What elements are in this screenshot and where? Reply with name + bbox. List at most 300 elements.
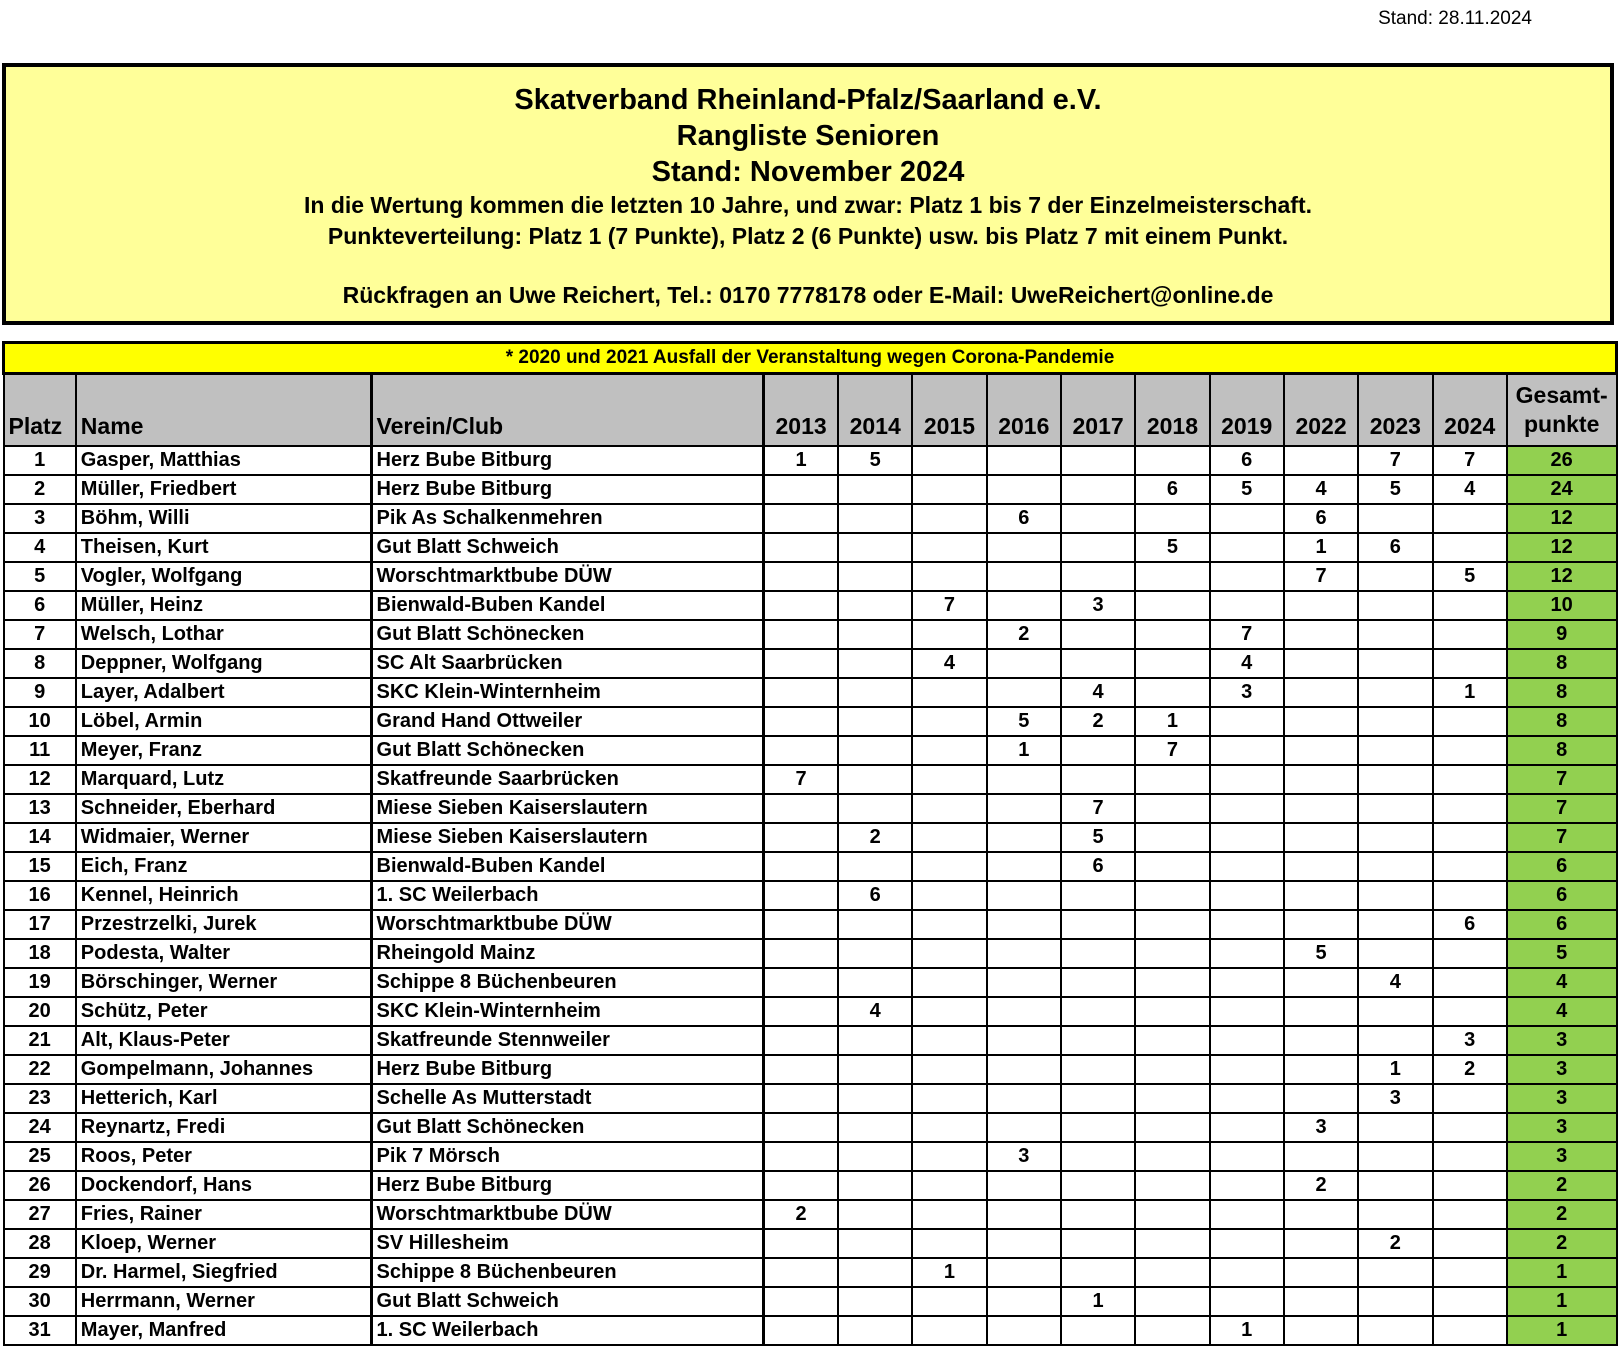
col-header-year: 2015 [912,374,986,447]
cell-points [1284,997,1358,1026]
cell-points [1135,446,1209,475]
cell-points [1210,1258,1284,1287]
cell-points [764,533,838,562]
cell-points [1061,562,1135,591]
cell-points [838,794,912,823]
cell-points [912,852,986,881]
cell-points: 5 [987,707,1061,736]
cell-points: 7 [1061,794,1135,823]
cell-points: 3 [987,1142,1061,1171]
cell-points [1358,649,1432,678]
cell-points [912,765,986,794]
cell-points [764,504,838,533]
cell-name: Meyer, Franz [76,736,371,765]
cell-points [838,1316,912,1345]
cell-points [1135,794,1209,823]
cell-points [1061,475,1135,504]
table-row [4,1171,1617,1200]
cell-total: 6 [1507,910,1617,939]
table-row [4,997,1617,1026]
cell-points [987,1113,1061,1142]
cell-points: 2 [1284,1171,1358,1200]
cell-total: 12 [1507,504,1617,533]
cell-points: 6 [1061,852,1135,881]
cell-points [1210,533,1284,562]
cell-points: 1 [1433,678,1507,707]
cell-points [1433,1258,1507,1287]
cell-points [1358,1258,1432,1287]
cell-name: Eich, Franz [76,852,371,881]
cell-points [838,707,912,736]
cell-name: Böhm, Willi [76,504,371,533]
cell-platz: 13 [4,794,76,823]
cell-total: 3 [1507,1142,1617,1171]
cell-points [1284,1316,1358,1345]
cell-points: 4 [1284,475,1358,504]
cell-points [912,678,986,707]
cell-points [1433,707,1507,736]
cell-points: 1 [912,1258,986,1287]
cell-points [1433,852,1507,881]
cell-points [1284,1287,1358,1316]
cell-platz: 17 [4,910,76,939]
cell-name: Gompelmann, Johannes [76,1055,371,1084]
cell-points [1210,1229,1284,1258]
cell-points [987,562,1061,591]
cell-club: Pik 7 Mörsch [371,1142,764,1171]
cell-points [987,1026,1061,1055]
cell-name: Przestrzelki, Jurek [76,910,371,939]
table-row [4,1229,1617,1258]
table-row [4,939,1617,968]
cell-points [1433,765,1507,794]
cell-points [838,504,912,533]
cell-total: 1 [1507,1287,1617,1316]
cell-points: 2 [1358,1229,1432,1258]
cell-points [764,1229,838,1258]
cell-points [764,997,838,1026]
cell-name: Dr. Harmel, Siegfried [76,1258,371,1287]
cell-club: SKC Klein-Winternheim [371,678,764,707]
cell-points [1135,1113,1209,1142]
table-row [4,736,1617,765]
cell-club: Worschtmarktbube DÜW [371,1200,764,1229]
cell-name: Kennel, Heinrich [76,881,371,910]
cell-points [1284,765,1358,794]
cell-points [764,707,838,736]
cell-points [912,736,986,765]
cell-points [1284,649,1358,678]
cell-points [1135,1026,1209,1055]
cell-points [838,678,912,707]
cell-points [1210,765,1284,794]
cell-points [1284,678,1358,707]
table-row [4,881,1617,910]
cell-points [1061,1258,1135,1287]
col-header-club: Verein/Club [371,374,764,447]
cell-points [1210,939,1284,968]
cell-name: Gasper, Matthias [76,446,371,475]
cell-points [764,910,838,939]
table-row [4,823,1617,852]
rule-text-1: In die Wertung kommen die letzten 10 Jahre, und zwar: Platz 1 bis 7 der Einzelmeisterschaft. [303,192,1312,218]
cell-points [838,910,912,939]
cell-points: 3 [1433,1026,1507,1055]
cell-points [764,1055,838,1084]
cell-points [1210,736,1284,765]
cell-points [1135,997,1209,1026]
cell-points [1061,997,1135,1026]
cell-points [1135,678,1209,707]
cell-points [912,794,986,823]
cell-points [1433,794,1507,823]
cell-points [1284,1229,1358,1258]
col-header-year: 2018 [1135,374,1209,447]
cell-points: 1 [1284,533,1358,562]
cell-points [912,1113,986,1142]
cell-points [764,1113,838,1142]
cell-total: 8 [1507,649,1617,678]
cell-points [912,475,986,504]
cell-total: 12 [1507,562,1617,591]
rule-text-2: Punkteverteilung: Platz 1 (7 Punkte), Platz 2 (6 Punkte) usw. bis Platz 7 mit einem Punkt. [327,223,1289,249]
cell-points [764,1258,838,1287]
cell-points [1210,968,1284,997]
cell-points [1061,881,1135,910]
cell-points [764,939,838,968]
cell-points [987,475,1061,504]
cell-name: Podesta, Walter [76,939,371,968]
cell-points [1135,1316,1209,1345]
cell-points [912,997,986,1026]
cell-points [1061,1200,1135,1229]
cell-points [1135,562,1209,591]
cell-points [764,1026,838,1055]
cell-name: Alt, Klaus-Peter [76,1026,371,1055]
cell-points [1135,1287,1209,1316]
col-header-year: 2024 [1433,374,1507,447]
cell-points [1210,562,1284,591]
cell-club: 1. SC Weilerbach [371,881,764,910]
cell-points [1433,1084,1507,1113]
cell-points [1284,620,1358,649]
cell-points [838,562,912,591]
cell-points [1433,881,1507,910]
cell-club: SV Hillesheim [371,1229,764,1258]
cell-points [1433,649,1507,678]
ranking-table [2,341,1618,1346]
cell-points [1135,1142,1209,1171]
cell-points [1135,504,1209,533]
cell-total: 7 [1507,765,1617,794]
cell-points [912,1171,986,1200]
col-header-year: 2022 [1284,374,1358,447]
cell-points: 5 [1284,939,1358,968]
cell-points: 5 [1358,475,1432,504]
cell-points [838,939,912,968]
table-row [4,794,1617,823]
cell-platz: 28 [4,1229,76,1258]
cell-points [912,939,986,968]
cell-name: Löbel, Armin [76,707,371,736]
cell-points [1135,852,1209,881]
cell-club: Worschtmarktbube DÜW [371,910,764,939]
cell-club: Rheingold Mainz [371,939,764,968]
cell-total: 8 [1507,678,1617,707]
cell-name: Müller, Heinz [76,591,371,620]
cell-points [764,823,838,852]
cell-points [764,1084,838,1113]
cell-points: 3 [1284,1113,1358,1142]
cell-points [1433,997,1507,1026]
cell-points [1061,939,1135,968]
cell-points: 2 [1061,707,1135,736]
cell-points [987,649,1061,678]
cell-name: Vogler, Wolfgang [76,562,371,591]
cell-points [1061,736,1135,765]
cell-points [764,1171,838,1200]
cell-platz: 1 [4,446,76,475]
cell-platz: 24 [4,1113,76,1142]
cell-platz: 20 [4,997,76,1026]
cell-club: Gut Blatt Schönecken [371,1113,764,1142]
cell-name: Dockendorf, Hans [76,1171,371,1200]
col-header-total-line1: Gesamt- [1515,382,1608,408]
cell-points: 1 [987,736,1061,765]
cell-points: 5 [1433,562,1507,591]
cell-platz: 6 [4,591,76,620]
cell-club: Gut Blatt Schweich [371,1287,764,1316]
table-row [4,504,1617,533]
cell-points: 5 [1135,533,1209,562]
cell-points [764,1287,838,1316]
cell-points [1210,910,1284,939]
cell-points: 2 [1433,1055,1507,1084]
cell-name: Mayer, Manfred [76,1316,371,1345]
cell-points [1358,1113,1432,1142]
cell-points [912,446,986,475]
table-row [4,852,1617,881]
cell-points [1135,591,1209,620]
cell-points [1284,1200,1358,1229]
header-box [2,63,1614,325]
cell-club: Gut Blatt Schönecken [371,620,764,649]
cell-total: 2 [1507,1200,1617,1229]
cell-club: SKC Klein-Winternheim [371,997,764,1026]
cell-name: Kloep, Werner [76,1229,371,1258]
cell-points [1284,823,1358,852]
cell-points [987,852,1061,881]
col-header-total [1507,374,1617,447]
cell-points [838,1084,912,1113]
cell-club: 1. SC Weilerbach [371,1316,764,1345]
cell-name: Marquard, Lutz [76,765,371,794]
cell-points [764,1316,838,1345]
cell-points [1135,1258,1209,1287]
cell-name: Schneider, Eberhard [76,794,371,823]
cell-points [764,968,838,997]
cell-points [1358,1171,1432,1200]
cell-platz: 15 [4,852,76,881]
cell-points: 1 [1358,1055,1432,1084]
cell-points [1358,881,1432,910]
cell-points: 7 [764,765,838,794]
cell-total: 26 [1507,446,1617,475]
cell-club: Schelle As Mutterstadt [371,1084,764,1113]
cell-points [838,765,912,794]
cell-club: Herz Bube Bitburg [371,446,764,475]
cell-total: 4 [1507,968,1617,997]
cell-points [1358,1142,1432,1171]
cell-points [764,591,838,620]
col-header-year: 2014 [838,374,912,447]
cell-platz: 14 [4,823,76,852]
cell-points [1135,910,1209,939]
col-header-year: 2019 [1210,374,1284,447]
cell-points [1358,823,1432,852]
cell-points [912,533,986,562]
cell-platz: 9 [4,678,76,707]
cell-points: 1 [1135,707,1209,736]
table-row [4,1316,1617,1345]
cell-points [1135,1200,1209,1229]
cell-points [1284,968,1358,997]
table-row [4,1026,1617,1055]
cell-points [1358,939,1432,968]
cell-points [1135,1055,1209,1084]
cell-points: 6 [1210,446,1284,475]
cell-points [1061,765,1135,794]
cell-points: 7 [1358,446,1432,475]
cell-points [1433,1229,1507,1258]
cell-platz: 31 [4,1316,76,1345]
cell-points [1358,707,1432,736]
cell-points [764,649,838,678]
cell-points [1061,968,1135,997]
cell-points [1210,1084,1284,1113]
table-row [4,533,1617,562]
cell-points [1135,968,1209,997]
table-row [4,968,1617,997]
cell-points [1358,997,1432,1026]
cell-points [1433,533,1507,562]
cell-points [1210,881,1284,910]
cell-points [1358,620,1432,649]
cell-points [1433,1200,1507,1229]
cell-points: 3 [1358,1084,1432,1113]
cell-points [1061,533,1135,562]
table-row [4,910,1617,939]
cell-total: 8 [1507,707,1617,736]
cell-points [1284,1084,1358,1113]
cell-points [1135,939,1209,968]
cell-points [1061,1171,1135,1200]
cell-platz: 7 [4,620,76,649]
cell-points [987,1200,1061,1229]
cell-total: 7 [1507,794,1617,823]
cell-points [764,475,838,504]
cell-points [764,881,838,910]
cell-points [987,910,1061,939]
cell-points [838,1142,912,1171]
cell-total: 6 [1507,881,1617,910]
cell-points [838,736,912,765]
cell-points [838,591,912,620]
col-header-year: 2017 [1061,374,1135,447]
cell-points [1433,939,1507,968]
cell-points [1061,504,1135,533]
cell-points [1061,1316,1135,1345]
cell-club: Gut Blatt Schweich [371,533,764,562]
cell-points: 5 [1210,475,1284,504]
cell-points [912,910,986,939]
cell-name: Fries, Rainer [76,1200,371,1229]
cell-platz: 23 [4,1084,76,1113]
table-row [4,678,1617,707]
table-row [4,1200,1617,1229]
cell-points [1358,678,1432,707]
cell-points [912,620,986,649]
cell-platz: 25 [4,1142,76,1171]
cell-points [987,881,1061,910]
cell-points [1061,1026,1135,1055]
cell-points [1284,852,1358,881]
cell-points [1210,1055,1284,1084]
cell-name: Widmaier, Werner [76,823,371,852]
cell-platz: 22 [4,1055,76,1084]
cell-total: 7 [1507,823,1617,852]
cell-platz: 19 [4,968,76,997]
cell-total: 12 [1507,533,1617,562]
cell-points: 4 [1061,678,1135,707]
cell-points: 6 [1433,910,1507,939]
col-header-year: 2016 [987,374,1061,447]
cell-points [987,968,1061,997]
table-row [4,649,1617,678]
cell-points [1433,823,1507,852]
cell-points: 1 [764,446,838,475]
cell-points: 2 [764,1200,838,1229]
cell-total: 24 [1507,475,1617,504]
col-header-platz: Platz [4,374,76,447]
cell-name: Hetterich, Karl [76,1084,371,1113]
cell-points: 4 [838,997,912,1026]
cell-points [912,1055,986,1084]
cell-points [1358,765,1432,794]
cell-platz: 16 [4,881,76,910]
cell-points [912,968,986,997]
cell-points [1061,649,1135,678]
cell-points [1135,649,1209,678]
cell-name: Müller, Friedbert [76,475,371,504]
cell-club: Miese Sieben Kaiserslautern [371,823,764,852]
cell-club: SC Alt Saarbrücken [371,649,764,678]
cell-points [1284,1258,1358,1287]
cell-platz: 10 [4,707,76,736]
cell-points [1358,1200,1432,1229]
cell-club: Bienwald-Buben Kandel [371,591,764,620]
cell-club: Herz Bube Bitburg [371,1055,764,1084]
cell-points: 6 [1358,533,1432,562]
cell-total: 4 [1507,997,1617,1026]
list-stand: Stand: November 2024 [651,156,965,188]
cell-points: 6 [1135,475,1209,504]
cell-points [1284,446,1358,475]
cell-platz: 3 [4,504,76,533]
cell-points: 7 [1210,620,1284,649]
cell-club: Skatfreunde Stennweiler [371,1026,764,1055]
table-row [4,1084,1617,1113]
